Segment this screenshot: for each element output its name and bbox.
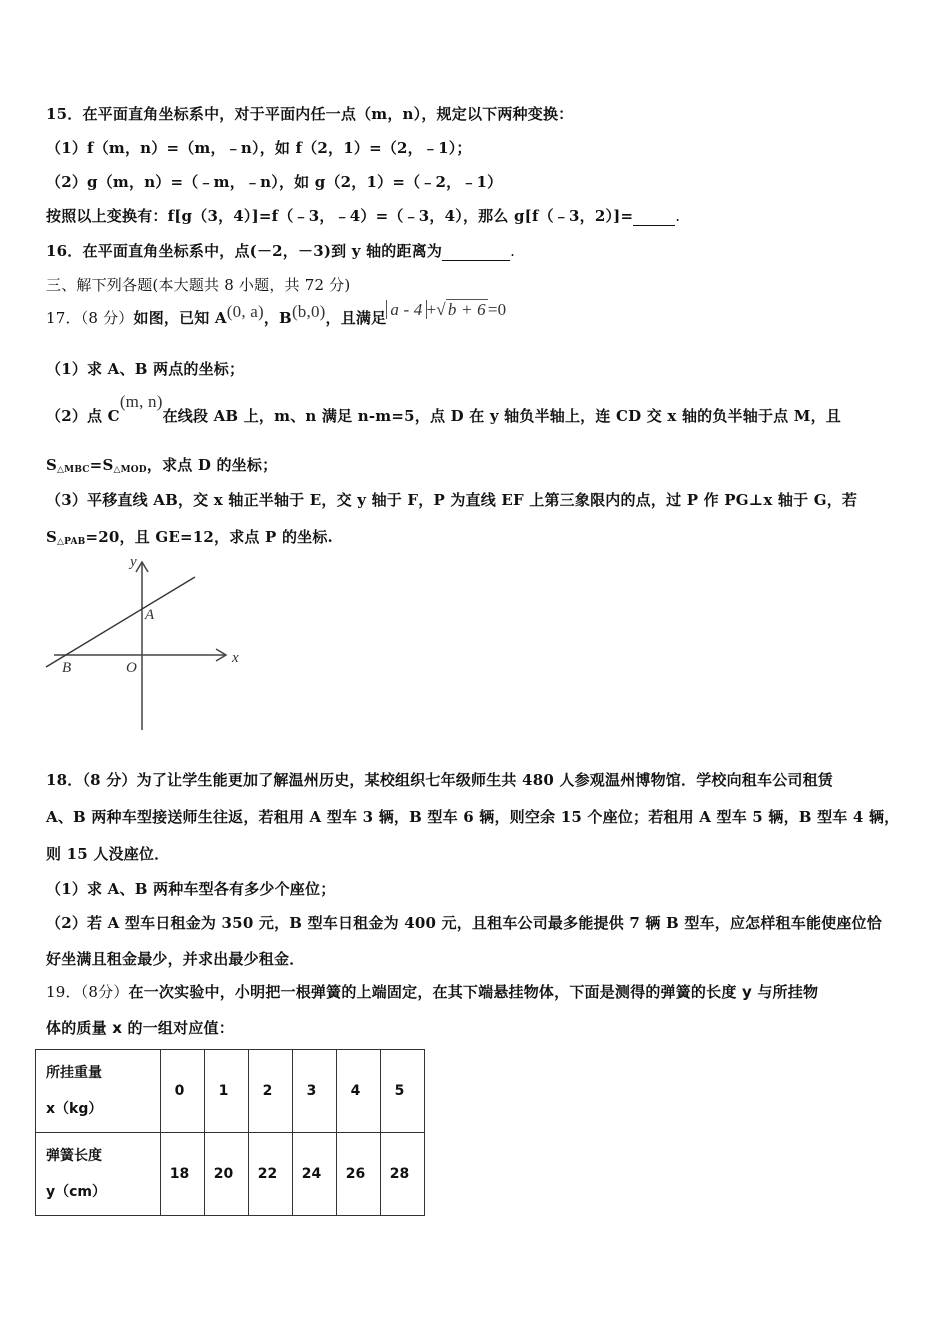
label-b: B [62, 660, 72, 676]
table-row-mass [36, 1050, 425, 1133]
table-cell: 5 [381, 1050, 425, 1133]
table-cell: 22 [249, 1133, 293, 1216]
q18-part1: （1）求 A、B 两种车型各有多少个座位； [46, 880, 336, 898]
q17-number: 17． [46, 309, 81, 327]
header-length-unit: y（cm） [46, 1184, 107, 1200]
abs-expression: a - 4 [386, 300, 426, 319]
table-cell: 24 [293, 1133, 337, 1216]
q19-line1 [46, 981, 818, 1002]
q15-rule1: （1）f（m，n）=（m，﹣n），如 f（2，1）=（2，﹣1）； [46, 139, 472, 157]
section-title: 三、解下列各题(本大题共 8 小题，共 72 分) [46, 276, 351, 294]
area-subscript-pab: △PAB [57, 537, 86, 547]
q17-condition-formula [386, 301, 506, 319]
label-o: O [126, 660, 137, 676]
table-row-length [36, 1133, 425, 1216]
table-cell: 0 [161, 1050, 205, 1133]
q15-end: . [675, 207, 681, 225]
table-cell: 26 [337, 1133, 381, 1216]
header-mass-unit: x（kg） [46, 1101, 103, 1117]
q16-end: . [510, 242, 516, 260]
q19-text: 在一次实验中，小明把一根弹簧的上端固定，在其下端悬挂物体，下面是测得的弹簧的长度 y 与所挂物 [128, 983, 819, 1001]
q17-point-b: (b,0) [291, 302, 326, 321]
q17-part3-cont [46, 526, 333, 547]
area-subscript-mbc: △MBC [57, 465, 90, 475]
table-cell: 20 [205, 1133, 249, 1216]
q17-cond-lead: ，且满足 [325, 309, 387, 327]
q17-part3: （3）平移直线 AB，交 x 轴正半轴于 E，交 y 轴于 F，P 为直线 EF 上第三象限内的点，过 P 作 PG⊥x 轴于 G，若 [46, 491, 858, 509]
q16-answer-blank [442, 242, 510, 261]
header-length-label: 弹簧长度 [46, 1148, 102, 1164]
q15-intro: 15．在平面直角坐标系中，对于平面内任一点（m，n），规定以下两种变换： [46, 105, 574, 123]
area-symbol: S [46, 456, 58, 474]
equals-zero: =0 [487, 300, 507, 319]
q19-number: 19．（8分） [46, 983, 129, 1001]
q18-part2-line2: 好坐满且租金最少，并求出最少租金． [46, 950, 305, 968]
q18-line1: 18．（8 分）为了让学生能更加了解温州历史，某校组织七年级师生共 480 人参观温州博物馆．学校向租车公司租赁 [46, 771, 833, 789]
q18-line3: 则 15 人没座位． [46, 845, 170, 863]
sqrt-expression: b + 6 [447, 300, 486, 319]
q15-answer-blank [633, 207, 675, 226]
q15-rule2: （2）g（m，n）=（﹣m，﹣n），如 g（2，1）=（﹣2，﹣1） [46, 173, 503, 191]
q17-part2 [46, 392, 841, 426]
area-equals: =S [89, 456, 114, 474]
q17-part2-cont [46, 454, 277, 475]
q18-line2: A、B 两种车型接送师生往返，若租用 A 型车 3 辆，B 型车 6 辆，则空余 15 个座位；若租用 A 型车 5 辆，B 型车 4 辆， [46, 808, 900, 826]
spring-data-table [35, 1049, 425, 1216]
header-mass-label: 所挂重量 [46, 1065, 102, 1081]
sqrt-icon: √ [436, 300, 446, 319]
coordinate-figure [40, 550, 260, 740]
table-cell: 1 [205, 1050, 249, 1133]
table-cell: 18 [161, 1133, 205, 1216]
q18-part2-line1: （2）若 A 型车日租金为 350 元，B 型车日租金为 400 元，且租车公司最多能提供 7 辆 B 型车，应怎样租车能使座位恰 [46, 914, 882, 932]
q16-text: 16．在平面直角坐标系中，点(－2，－3)到 y 轴的距离为 [46, 242, 443, 260]
q17-point-c: (m, n) [119, 392, 163, 411]
label-a: A [145, 607, 155, 623]
table-cell: 4 [337, 1050, 381, 1133]
label-x: x [232, 650, 239, 666]
plus-sign: + [426, 300, 437, 319]
q17-stem [46, 300, 507, 328]
q17-lead: 如图，已知 A [133, 309, 227, 327]
q16 [46, 240, 515, 261]
area-subscript-mod: △MOD [113, 465, 147, 475]
q19-line2: 体的质量 x 的一组对应值： [46, 1019, 234, 1037]
row-header-mass [36, 1050, 161, 1133]
q17-part2-b: 在线段 AB 上，m、n 满足 n-m=5，点 D 在 y 轴负半轴上，连 CD 交 x 轴的负半轴于点 M，且 [162, 407, 841, 425]
q15-question [46, 205, 680, 226]
label-y: y [130, 554, 137, 570]
q17-part2-a: （2）点 C [46, 407, 120, 425]
table-cell: 3 [293, 1050, 337, 1133]
area-symbol: S [46, 528, 58, 546]
q17-part3-b: =20，且 GE=12，求点 P 的坐标. [85, 528, 333, 546]
row-header-length [36, 1133, 161, 1216]
table-cell: 2 [249, 1050, 293, 1133]
q17-part1: （1）求 A、B 两点的坐标； [46, 360, 245, 378]
q17-part2-c: ，求点 D 的坐标； [146, 456, 278, 474]
q17-score: （8 分） [80, 309, 134, 327]
table-cell: 28 [381, 1133, 425, 1216]
line-ab [46, 577, 195, 667]
q17-point-a: (0, a) [226, 302, 264, 321]
q17-sep: ，B [263, 309, 292, 327]
q15-question-text: 按照以上变换有：f[g（3，4）]=f（﹣3，﹣4）=（﹣3，4），那么 g[f（﹣3，2）]= [46, 207, 634, 225]
